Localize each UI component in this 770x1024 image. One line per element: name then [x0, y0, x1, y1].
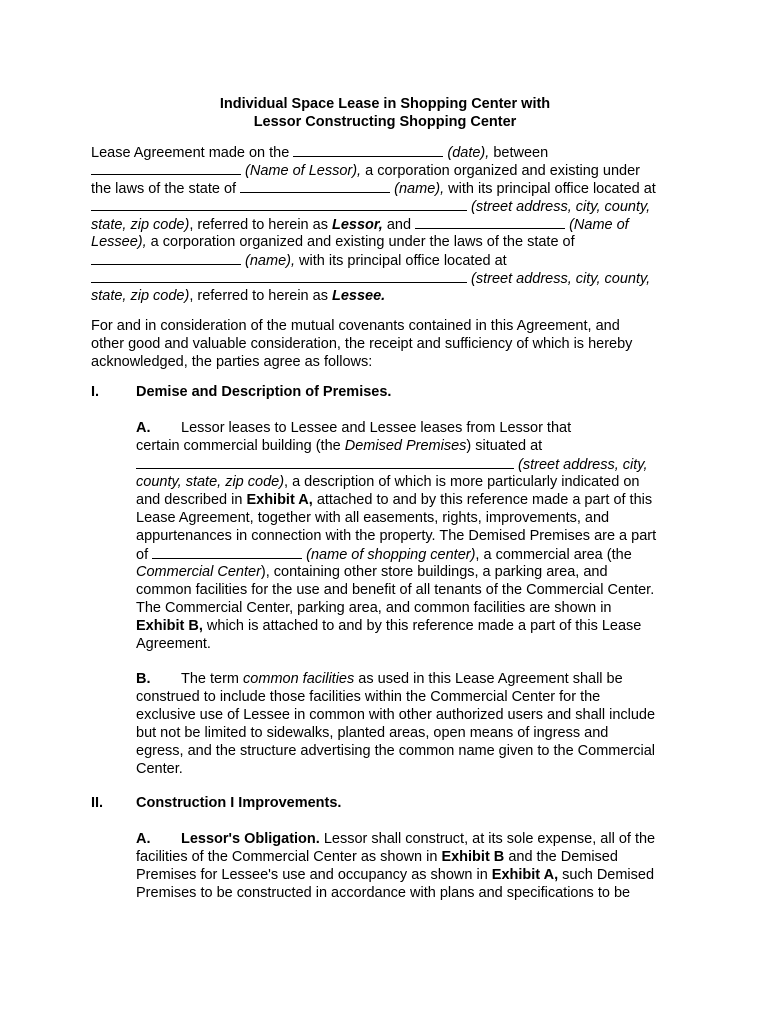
section-1-heading: Demise and Description of Premises.	[136, 384, 392, 400]
date-blank[interactable]	[293, 143, 443, 157]
paragraph-line	[136, 866, 654, 884]
intro-line	[91, 287, 385, 305]
text: a corporation organized and existing under	[365, 163, 640, 179]
text: Lessee),	[91, 234, 147, 250]
lessee-address-blank[interactable]	[91, 269, 467, 283]
text: (name),	[245, 253, 295, 269]
text: Exhibit A,	[246, 492, 313, 508]
paragraph-line	[136, 617, 641, 635]
text: (street address, city,	[518, 457, 648, 473]
text: a corporation organized and existing under the laws of the state of	[150, 234, 575, 250]
state-name-blank[interactable]	[240, 179, 390, 193]
text: (street address, city, county,	[471, 199, 651, 215]
text: and described in	[136, 492, 243, 508]
section-1-number: I.	[91, 384, 100, 400]
consideration-line: other good and valuable consideration, the receipt and sufficiency of which is hereby	[91, 336, 633, 352]
text: state, zip code)	[91, 288, 190, 304]
text: (street address, city, county,	[471, 271, 651, 287]
text: , referred to herein as	[189, 288, 328, 304]
section-2a-label: A.	[136, 831, 151, 847]
text: (Name of	[569, 217, 629, 233]
paragraph-line: common facilities for the use and benefit of all tenants of the Commercial Center.	[136, 582, 655, 598]
lessee-name-blank[interactable]	[415, 215, 565, 229]
text: ), containing other store buildings, a parking area, and	[260, 564, 608, 580]
text: with its principal office located at	[448, 181, 656, 197]
paragraph-line: Lease Agreement, together with all easements, rights, improvements, and	[136, 510, 610, 526]
text: certain commercial building (the	[136, 438, 341, 454]
paragraph-line: Lessor leases to Lessee and Lessee leases from Lessor that	[181, 420, 572, 436]
lessor-name-blank[interactable]	[91, 161, 241, 175]
text: Premises for Lessee's use and occupancy as shown in	[136, 867, 488, 883]
text: (Name of Lessor),	[245, 163, 362, 179]
paragraph-line: appurtenances in connection with the property. The Demised Premises are a part	[136, 528, 657, 544]
intro-line	[91, 215, 629, 234]
lessee-term: Lessee.	[332, 288, 386, 304]
text: such Demised	[562, 867, 655, 883]
paragraph-line	[136, 437, 542, 455]
paragraph-line: Premises to be constructed in accordance with plans and specifications to be	[136, 885, 631, 901]
paragraph-line	[136, 473, 639, 491]
paragraph-line: construed to include those facilities within the Commercial Center for the	[136, 689, 601, 705]
text: (name of shopping center)	[306, 547, 476, 563]
text: county, state, zip code)	[136, 474, 285, 490]
intro-line	[91, 269, 650, 288]
paragraph-line: The Commercial Center, parking area, and common facilities are shown in	[136, 600, 612, 616]
text: common facilities	[243, 671, 355, 687]
text: attached to and by this reference made a part of this	[316, 492, 653, 508]
text: as used in this Lease Agreement shall be	[358, 671, 623, 687]
paragraph-line	[136, 455, 648, 474]
text: and the Demised	[508, 849, 618, 865]
intro-line	[91, 197, 650, 216]
intro-line	[91, 233, 575, 251]
intro-line	[91, 251, 507, 270]
shopping-center-name-blank[interactable]	[152, 545, 302, 559]
text: The term	[181, 671, 240, 687]
text: ) situated at	[466, 438, 543, 454]
text: between	[493, 145, 549, 161]
text: and	[386, 217, 412, 233]
paragraph-line	[136, 491, 652, 509]
text: (date),	[447, 145, 490, 161]
text: which is attached to and by this reference made a part of this Lease	[206, 618, 642, 634]
text: Exhibit B	[441, 849, 505, 865]
text: Commercial Center	[136, 564, 261, 580]
paragraph-line: Center.	[136, 761, 183, 777]
section-1b-label: B.	[136, 671, 151, 687]
paragraph-line	[181, 670, 623, 688]
text: Exhibit A,	[491, 867, 559, 883]
intro-line	[91, 143, 548, 162]
text: , a commercial area (the	[475, 547, 632, 563]
paragraph-line	[136, 545, 632, 564]
text: state, zip code)	[91, 217, 190, 233]
subsection-heading: Lessor's Obligation.	[181, 831, 320, 847]
paragraph-line: but not be limited to sidewalks, planted areas, open means of ingress and	[136, 725, 609, 741]
intro-line	[91, 161, 640, 180]
text: Lessor shall construct, at its sole expense, all of the	[323, 831, 656, 847]
paragraph-line: egress, and the structure advertising the common name given to the Commercial	[136, 743, 656, 759]
text: facilities of the Commercial Center as shown in	[136, 849, 438, 865]
consideration-line: acknowledged, the parties agree as follows:	[91, 354, 373, 370]
text: the laws of the state of	[91, 181, 237, 197]
intro-line	[91, 179, 656, 198]
lessee-state-blank[interactable]	[91, 251, 241, 265]
consideration-line: For and in consideration of the mutual covenants contained in this Agreement, and	[91, 318, 620, 334]
document-title-line-2: Lessor Constructing Shopping Center	[253, 114, 517, 130]
paragraph-line: Agreement.	[136, 636, 211, 652]
text: , a description of which is more particularly indicated on	[284, 474, 640, 490]
paragraph-line	[181, 830, 655, 848]
document-title-line-1: Individual Space Lease in Shopping Center with	[219, 96, 551, 112]
lessor-term: Lessor,	[332, 217, 383, 233]
text: Lease Agreement made on the	[91, 145, 290, 161]
text: , referred to herein as	[189, 217, 328, 233]
paragraph-line	[136, 563, 608, 581]
lessor-address-blank[interactable]	[91, 197, 467, 211]
text: (name),	[394, 181, 445, 197]
text: Demised Premises	[344, 438, 467, 454]
text: of	[136, 547, 149, 563]
text: Exhibit B,	[136, 618, 203, 634]
section-1a-label: A.	[136, 420, 151, 436]
section-2-number: II.	[91, 795, 104, 811]
section-2-heading: Construction I Improvements.	[136, 795, 342, 811]
paragraph-line: exclusive use of Lessee in common with other authorized users and shall include	[136, 707, 656, 723]
premises-address-blank[interactable]	[136, 455, 514, 469]
paragraph-line	[136, 848, 618, 866]
text: with its principal office located at	[299, 253, 507, 269]
